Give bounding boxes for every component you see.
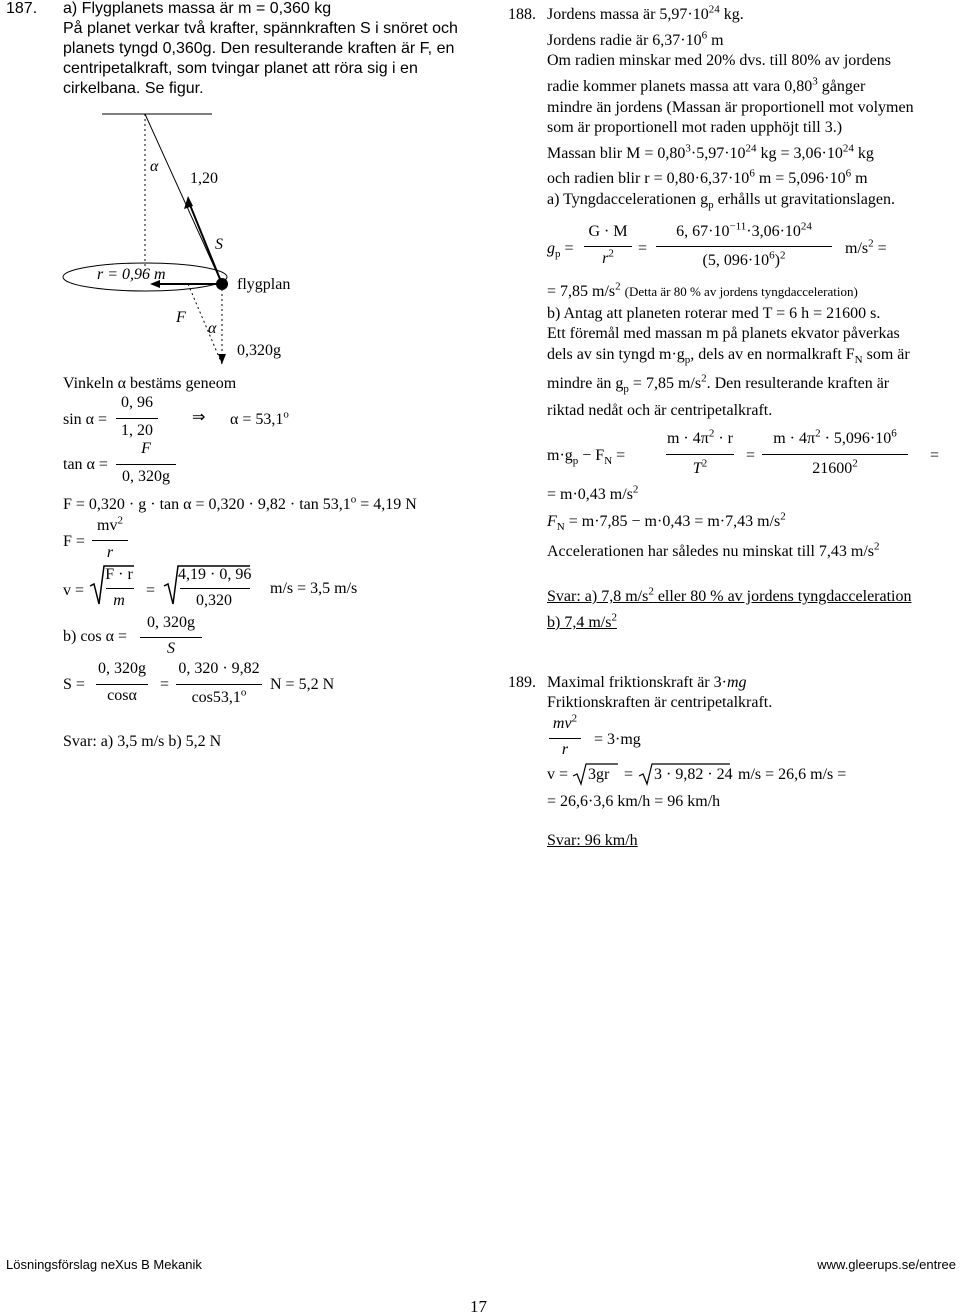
p188-b-line-5: riktad nedåt och är centripetalkraft. bbox=[547, 402, 773, 419]
figure-label-plane: flygplan bbox=[237, 276, 291, 293]
mg-denominator-1: $T^2$ bbox=[692, 457, 708, 477]
tan-lhs: tan α = bbox=[63, 456, 108, 473]
tension-equals: = bbox=[160, 676, 170, 693]
p188-b-line-3: dels av sin tyngd $m\cdot g_p$, dels av en normalkraft $F_N$ som är bbox=[547, 346, 910, 367]
gp-denominator-2: (5, $096\cdot 10^6)^2$ bbox=[702, 249, 786, 269]
p188-b-line-4: mindre än $g_p = 7,85$ $m/s^2$. Den resulterande kraften är bbox=[547, 372, 890, 396]
p188-b-line-1: b) Antag att planeten roterar med T = 6 h = 21600 s. bbox=[547, 305, 881, 322]
figure-label-F: F bbox=[176, 309, 186, 326]
figure-label-r: r = 0,96 m bbox=[97, 266, 166, 283]
intro-line-2: På planet verkar två krafter, spännkraften S i snöret och bbox=[63, 20, 458, 37]
tan-denominator: 0, 320g bbox=[122, 468, 170, 485]
p188-line-2: Jordens radie är $6,37\cdot 10^6$ m bbox=[547, 29, 724, 49]
p188-line-8: och radien blir $r = 0,80\cdot 6,37\cdot 10^6$ $m = 5,096\cdot 10^6$ m bbox=[547, 167, 868, 187]
velocity-lhs: v = bbox=[63, 582, 85, 599]
intro-line-1: a) Flygplanets massa är m = 0,360 kg bbox=[63, 0, 332, 17]
mg-numerator-1: $m \cdot 4\pi^2 \cdot r$ bbox=[666, 427, 733, 447]
gp-numerator-1: G · M bbox=[588, 223, 628, 240]
cos-denominator: S bbox=[167, 640, 175, 657]
figure-alpha-bottom: α bbox=[208, 320, 217, 337]
tan-numerator: F bbox=[141, 440, 151, 457]
figure-alpha-top: α bbox=[150, 158, 159, 175]
gp-unit: $m/s^2$ = bbox=[845, 237, 887, 257]
tension-denominator-1: cosα bbox=[107, 687, 137, 704]
cos-numerator: 0, 320g bbox=[147, 614, 195, 631]
angle-text: Vinkeln α bestäms geneom bbox=[63, 375, 237, 392]
tension-numerator-1: 0, 320g bbox=[98, 660, 146, 677]
p189-v-equals: = bbox=[624, 766, 634, 783]
force-calc-line: F = 0,320 · g · tan α = 0,320 · 9,82 · tan 53,1$^o$ = 4,19 N bbox=[63, 493, 417, 513]
gp-equals-2: = bbox=[638, 240, 648, 257]
p189-fraction-denominator: r bbox=[561, 741, 569, 758]
p188-line-3: Om radien minskar med 20% dvs. till 80% av jordens bbox=[547, 52, 891, 69]
problem-number-188: 188. bbox=[508, 6, 536, 23]
gp-denominator-1: $r^2$ bbox=[602, 247, 614, 267]
normal-force-line: $F_N = m\cdot 7,85 - m\cdot 0,43 = m\cdot 7,43$ $m/s^2$ bbox=[547, 510, 786, 534]
p189-fraction-rhs: = 3·mg bbox=[594, 731, 641, 748]
problem-number-187: 187. bbox=[6, 0, 38, 17]
p188-line-7: Massan blir $M = 0,80^3\cdot 5,97\cdot 10^{24}$ kg = $3,06\cdot 10^{24}$ kg bbox=[547, 142, 874, 162]
velocity-result: m/s = 3,5 m/s bbox=[270, 580, 358, 597]
p189-fraction-numerator: $mv^2$ bbox=[552, 712, 578, 732]
answer-188-a: Svar: a) 7,8 $m/s^2$ eller 80 % av jordens tyngdacceleration bbox=[547, 585, 912, 605]
answer-189: Svar: 96 km/h bbox=[547, 832, 638, 849]
p189-v-result: m/s = 26,6 m/s = bbox=[738, 766, 847, 783]
mg-result: = m·0,43 $m/s^2$ bbox=[547, 483, 639, 503]
gp-result: = 7,85 $m/s^2$ (Detta är 80 % av jordens tyngdacceleration) bbox=[547, 280, 858, 300]
acceleration-line: Accelerationen har således nu minskat till 7,43 $m/s^2$ bbox=[547, 540, 880, 560]
p188-line-9: a) Tyngdaccelerationen $g_p$ erhålls ut gravitationslagen. bbox=[547, 191, 895, 212]
velocity-equals: = bbox=[146, 582, 156, 599]
page-number: 17 bbox=[470, 1297, 487, 1316]
figure-label-weight: 0,320g bbox=[237, 342, 281, 359]
mg-lhs: $m\cdot g_p - F_N$ = bbox=[547, 447, 626, 468]
figure-label-S: S bbox=[215, 236, 223, 253]
velocity-denominator-1: m bbox=[113, 592, 125, 609]
problem-number-189: 189. bbox=[508, 674, 536, 691]
mg-equals-2: = bbox=[746, 447, 756, 464]
implies-arrow: ⇒ bbox=[192, 409, 206, 426]
gp-numerator-2: 6, $67\cdot 10^{-11}\cdot 3,06\cdot 10^{24}$ bbox=[676, 220, 812, 240]
mg-numerator-2: $m \cdot 4\pi^2 \cdot 5,096\cdot 10^6$ bbox=[773, 427, 897, 447]
p189-line-2: Friktionskraften är centripetalkraft. bbox=[547, 694, 773, 711]
answer-187: Svar: a) 3,5 m/s b) 5,2 N bbox=[63, 733, 222, 750]
footer-right: www.gleerups.se/entree bbox=[817, 1257, 956, 1272]
figure-string-length: 1,20 bbox=[190, 170, 218, 187]
intro-line-5: cirkelbana. Se figur. bbox=[63, 80, 204, 97]
footer-left: Lösningsförslag neXus B Mekanik bbox=[6, 1257, 202, 1272]
tension-result: N = 5,2 N bbox=[270, 676, 335, 693]
intro-line-4: centripetalkraft, som tvingar planet att röra sig i en bbox=[63, 60, 418, 77]
p188-line-6: som är proportionell mot raden upphöjt till 3.) bbox=[547, 119, 843, 136]
centripetal-lhs: F = bbox=[63, 533, 85, 550]
sin-lhs: sin α = bbox=[63, 411, 108, 428]
p188-line-5: mindre än jordens (Massan är proportionell mot volymen bbox=[547, 99, 914, 116]
p189-conversion: = 26,6·3,6 km/h = 96 km/h bbox=[547, 793, 721, 810]
cos-lhs: b) cos α = bbox=[63, 628, 128, 645]
p189-v-lhs: v = bbox=[547, 766, 569, 783]
p189-sqrt-1: 3gr bbox=[588, 766, 610, 783]
velocity-numerator-2: 4,19 · 0, 96 bbox=[178, 566, 252, 583]
gp-lhs: $g_p$ = bbox=[547, 240, 574, 261]
p188-line-1: Jordens massa är $5,97\cdot 10^{24}$ kg. bbox=[547, 3, 744, 23]
sin-result: $\alpha = 53,1^o$ bbox=[230, 408, 289, 428]
velocity-numerator-1: F · r bbox=[105, 566, 133, 583]
centripetal-denominator: r bbox=[106, 544, 114, 561]
mg-equals-3: = bbox=[930, 447, 940, 464]
sin-numerator: 0, 96 bbox=[121, 394, 153, 411]
sin-denominator: 1, 20 bbox=[121, 422, 153, 439]
tension-denominator-2: cos53,1$^o$ bbox=[191, 686, 247, 706]
tension-lhs: S = bbox=[63, 676, 85, 693]
velocity-denominator-2: 0,320 bbox=[196, 592, 232, 609]
tension-numerator-2: 0, 320 · 9,82 bbox=[178, 660, 260, 677]
p188-line-4: radie kommer planets massa att vara 0,80$^3$ gånger bbox=[547, 75, 866, 95]
mg-denominator-2: 21600$^2$ bbox=[812, 457, 858, 477]
p189-sqrt-2: 3 · 9,82 · 24 bbox=[654, 766, 733, 783]
p188-b-line-2: Ett föremål med massan m på planets ekvator påverkas bbox=[547, 325, 900, 342]
intro-line-3: planets tyngd 0,360g. Den resulterande kraften är F, en bbox=[63, 40, 455, 57]
centripetal-numerator: $mv^2$ bbox=[97, 514, 123, 534]
p189-line-1: Maximal friktionskraft är 3·mg bbox=[547, 674, 747, 691]
answer-188-b: b) 7,4 $m/s^2$ bbox=[547, 611, 617, 631]
